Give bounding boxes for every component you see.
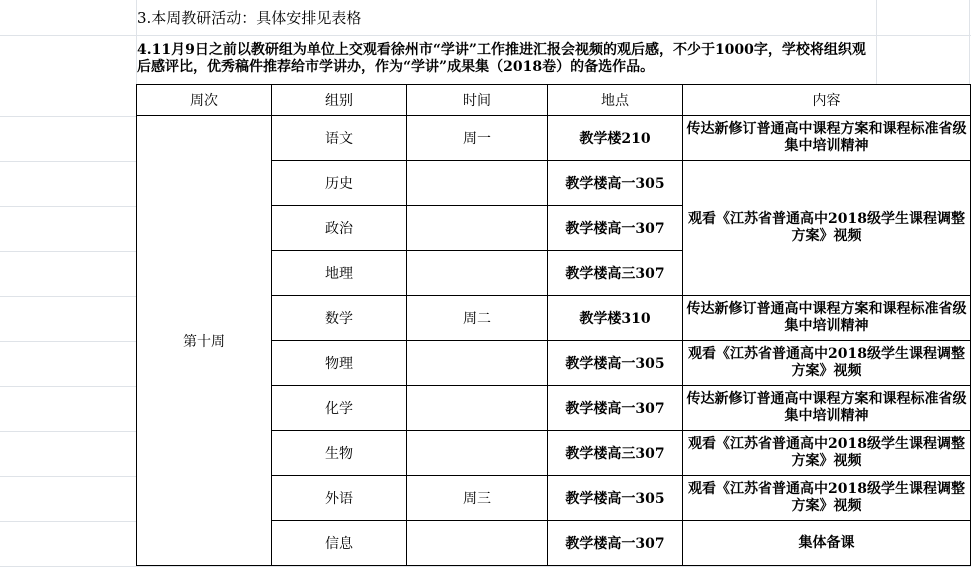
content-cell[interactable]: 观看《江苏省普通高中2018级学生课程调整方案》视频 [683, 341, 971, 386]
content-cell[interactable]: 观看《江苏省普通高中2018级学生课程调整方案》视频 [683, 476, 971, 521]
time-cell[interactable] [407, 161, 548, 206]
time-cell[interactable] [407, 251, 548, 296]
section-heading[interactable]: 3.本周教研活动：具体安排见表格 [137, 9, 362, 27]
grid-row-line [0, 35, 971, 36]
header-place[interactable]: 地点 [548, 85, 683, 116]
time-cell[interactable] [407, 431, 548, 476]
content-cell[interactable]: 集体备课 [683, 521, 971, 566]
time-cell[interactable]: 周一 [407, 116, 548, 161]
week-cell[interactable]: 第十周 [137, 116, 272, 566]
group-cell[interactable]: 政治 [272, 206, 407, 251]
content-cell[interactable]: 传达新修订普通高中课程方案和课程标准省级集中培训精神 [683, 296, 971, 341]
content-cell[interactable]: 传达新修订普通高中课程方案和课程标准省级集中培训精神 [683, 116, 971, 161]
time-cell[interactable]: 周三 [407, 476, 548, 521]
header-group[interactable]: 组别 [272, 85, 407, 116]
place-cell[interactable]: 教学楼高一307 [548, 386, 683, 431]
time-cell[interactable]: 周二 [407, 296, 548, 341]
group-cell[interactable]: 生物 [272, 431, 407, 476]
group-cell[interactable]: 语文 [272, 116, 407, 161]
group-cell[interactable]: 化学 [272, 386, 407, 431]
group-cell[interactable]: 外语 [272, 476, 407, 521]
place-cell[interactable]: 教学楼高三307 [548, 251, 683, 296]
place-cell[interactable]: 教学楼210 [548, 116, 683, 161]
time-cell[interactable] [407, 521, 548, 566]
header-week[interactable]: 周次 [137, 85, 272, 116]
content-cell[interactable]: 观看《江苏省普通高中2018级学生课程调整方案》视频 [683, 431, 971, 476]
header-content[interactable]: 内容 [683, 85, 971, 116]
notice-text[interactable]: 4.11月9日之前以教研组为单位上交观看徐州市“学讲”工作推进汇报会视频的观后感，不少于1000字，学校将组织观后感评比，优秀稿件推荐给市学讲办，作为“学讲”成果集（2018卷）的备选作品。 [137, 42, 866, 75]
place-cell[interactable]: 教学楼310 [548, 296, 683, 341]
table-row [137, 116, 971, 161]
group-cell[interactable]: 数学 [272, 296, 407, 341]
group-cell[interactable]: 地理 [272, 251, 407, 296]
place-cell[interactable]: 教学楼高一307 [548, 206, 683, 251]
content-cell[interactable]: 观看《江苏省普通高中2018级学生课程调整方案》视频 [683, 161, 971, 296]
schedule-table [136, 84, 971, 566]
group-cell[interactable]: 物理 [272, 341, 407, 386]
time-cell[interactable] [407, 206, 548, 251]
time-cell[interactable] [407, 386, 548, 431]
header-time[interactable]: 时间 [407, 85, 548, 116]
group-cell[interactable]: 历史 [272, 161, 407, 206]
place-cell[interactable]: 教学楼高一305 [548, 161, 683, 206]
time-cell[interactable] [407, 341, 548, 386]
place-cell[interactable]: 教学楼高三307 [548, 431, 683, 476]
table-header-row [137, 85, 971, 116]
place-cell[interactable]: 教学楼高一305 [548, 341, 683, 386]
content-cell[interactable]: 传达新修订普通高中课程方案和课程标准省级集中培训精神 [683, 386, 971, 431]
place-cell[interactable]: 教学楼高一307 [548, 521, 683, 566]
place-cell[interactable]: 教学楼高一305 [548, 476, 683, 521]
group-cell[interactable]: 信息 [272, 521, 407, 566]
